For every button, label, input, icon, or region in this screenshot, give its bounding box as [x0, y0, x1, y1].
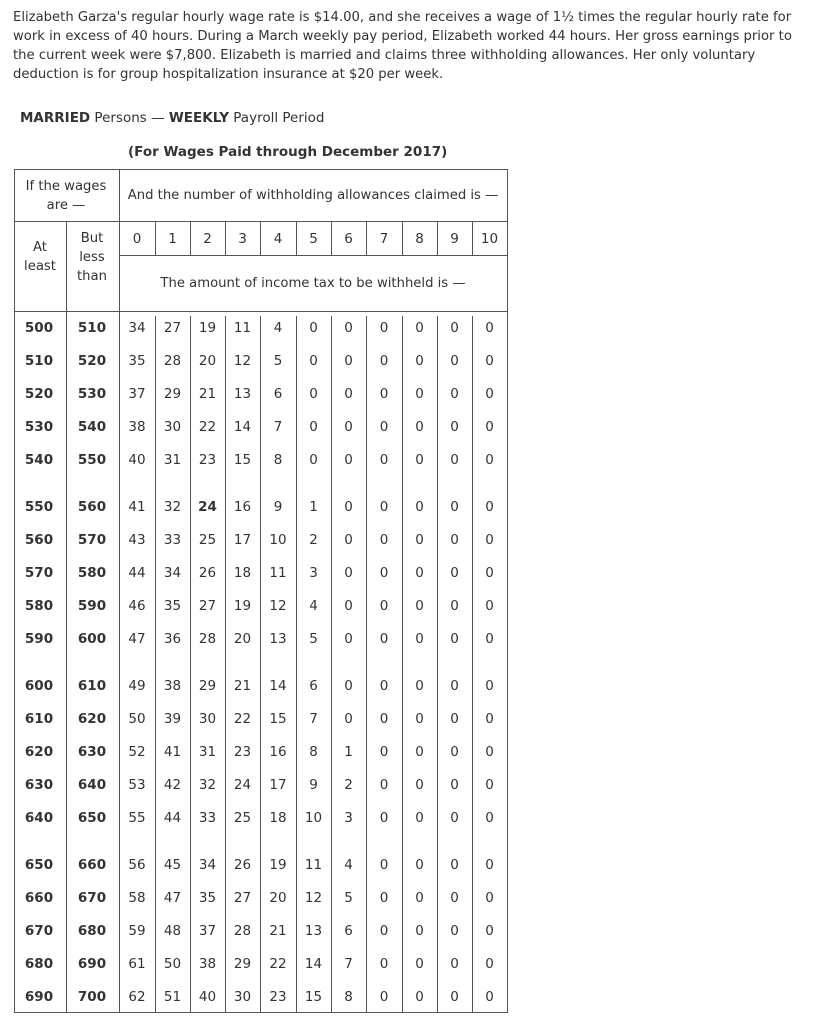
tax-value: 0	[415, 777, 424, 793]
wage-at-least: 590	[24, 631, 54, 647]
wage-less-than: 680	[77, 923, 107, 939]
tax-value: 16	[269, 744, 287, 760]
tax-value: 8	[273, 452, 283, 468]
tax-value: 0	[485, 631, 494, 647]
tax-value: 34	[128, 320, 146, 336]
tax-value: 11	[233, 320, 252, 336]
tax-value: 0	[309, 386, 318, 402]
wage-column-divider	[66, 221, 67, 1012]
tax-value: 50	[128, 711, 146, 727]
tax-value: 0	[450, 452, 459, 468]
tax-value: 0	[485, 777, 494, 793]
tax-value: 21	[269, 923, 287, 939]
wage-at-least: 660	[24, 890, 54, 906]
tax-value: 0	[344, 631, 353, 647]
tax-value: 0	[415, 631, 424, 647]
tax-value: 0	[379, 777, 389, 793]
tax-value: 0	[485, 565, 494, 581]
wage-less-than: 520	[77, 353, 107, 369]
wage-at-least: 680	[24, 956, 54, 972]
wage-at-least: 570	[24, 565, 54, 581]
tax-value: 35	[163, 598, 182, 614]
tax-value: 6	[273, 386, 283, 402]
wage-less-than: 570	[77, 532, 107, 548]
heading-weekly: WEEKLY	[168, 110, 229, 126]
tax-value: 23	[198, 452, 217, 468]
table-top-border	[14, 169, 508, 170]
tax-value: 7	[273, 419, 283, 435]
wage-less-than: 510	[77, 320, 107, 336]
tax-value: 0	[485, 598, 494, 614]
tax-value: 0	[485, 711, 494, 727]
wage-at-least: 620	[24, 744, 54, 760]
tax-value: 16	[233, 499, 252, 515]
wage-at-least: 670	[24, 923, 54, 939]
tax-value: 0	[450, 890, 459, 906]
wage-less-than: 600	[77, 631, 107, 647]
wage-at-least: 540	[24, 452, 54, 468]
tax-value: 12	[304, 890, 323, 906]
tax-value: 3	[344, 810, 353, 826]
tax-value: 0	[485, 744, 494, 760]
tax-value: 9	[273, 499, 283, 515]
tax-value: 0	[379, 923, 389, 939]
tax-value: 30	[163, 419, 182, 435]
tax-value: 52	[128, 744, 146, 760]
tax-value: 46	[128, 598, 146, 614]
tax-value: 14	[233, 419, 252, 435]
tax-value: 0	[379, 711, 389, 727]
tax-value: 0	[344, 598, 353, 614]
tax-value: 22	[233, 711, 252, 727]
tax-value: 0	[344, 320, 353, 336]
tax-value: 0	[379, 452, 389, 468]
tax-value: 43	[128, 532, 146, 548]
wage-less-than: 660	[77, 857, 107, 873]
allowance-number: 10	[480, 231, 499, 247]
heading-period: Payroll Period	[228, 110, 325, 126]
tax-value: 47	[163, 890, 182, 906]
tax-value: 0	[344, 565, 353, 581]
tax-value: 0	[415, 890, 424, 906]
tax-value: 0	[415, 598, 424, 614]
wage-less-than: 700	[77, 989, 107, 1005]
tax-value: 1	[344, 744, 353, 760]
tax-value: 0	[379, 810, 389, 826]
tax-value: 0	[450, 678, 459, 694]
tax-value: 0	[379, 989, 389, 1005]
tax-value: 0	[450, 386, 459, 402]
tax-value: 0	[415, 956, 424, 972]
tax-value: 18	[269, 810, 287, 826]
tax-value: 0	[485, 810, 494, 826]
tax-value: 0	[379, 744, 389, 760]
tax-value: 0	[415, 923, 424, 939]
tax-value: 28	[198, 631, 217, 647]
tax-value: 23	[233, 744, 252, 760]
tax-value: 35	[198, 890, 217, 906]
tax-value: 0	[450, 320, 459, 336]
allowance-number: 2	[203, 231, 212, 247]
tax-value: 2	[309, 532, 318, 548]
tax-value: 29	[233, 956, 252, 972]
wage-less-than: 560	[77, 499, 107, 515]
tax-value: 0	[450, 810, 459, 826]
tax-value: 30	[233, 989, 252, 1005]
but-less-than-label: But less than	[77, 231, 107, 284]
wage-at-least: 530	[24, 419, 54, 435]
wage-at-least: 690	[24, 989, 54, 1005]
tax-value: 20	[198, 353, 217, 369]
tax-value: 0	[415, 320, 424, 336]
tax-value: 0	[450, 499, 459, 515]
tax-value: 0	[485, 353, 494, 369]
tax-value: 0	[309, 353, 318, 369]
tax-value: 59	[128, 923, 146, 939]
tax-value: 7	[309, 711, 318, 727]
tax-value: 0	[485, 452, 494, 468]
tax-value: 0	[415, 499, 424, 515]
tax-value: 12	[269, 598, 287, 614]
tax-value: 0	[379, 499, 389, 515]
wage-at-least: 560	[24, 532, 54, 548]
tax-value: 0	[379, 956, 389, 972]
tax-value: 20	[269, 890, 287, 906]
tax-value: 24	[233, 777, 252, 793]
tax-value: 37	[198, 923, 217, 939]
wage-at-least: 610	[24, 711, 54, 727]
tax-value: 0	[450, 711, 459, 727]
tax-value: 61	[128, 956, 146, 972]
wage-at-least: 580	[24, 598, 54, 614]
tax-value: 14	[304, 956, 323, 972]
tax-value: 0	[415, 678, 424, 694]
wage-at-least: 550	[24, 499, 54, 515]
wage-less-than: 590	[77, 598, 107, 614]
tax-value: 32	[163, 499, 182, 515]
tax-value: 0	[485, 857, 494, 873]
tax-value: 38	[128, 419, 146, 435]
allowance-number: 1	[168, 231, 177, 247]
tax-value: 0	[485, 499, 494, 515]
tax-value: 17	[233, 532, 252, 548]
wage-at-least: 650	[24, 857, 54, 873]
tax-value: 0	[450, 419, 459, 435]
tax-value: 38	[163, 678, 182, 694]
tax-value: 40	[128, 452, 146, 468]
tax-value: 24	[198, 499, 217, 515]
tax-value: 39	[163, 711, 182, 727]
tax-value: 0	[415, 857, 424, 873]
tax-value: 56	[128, 857, 146, 873]
allowance-number: 5	[309, 231, 318, 247]
allowance-number: 4	[273, 231, 283, 247]
allowance-number: 8	[415, 231, 424, 247]
tax-value: 0	[415, 419, 424, 435]
tax-value: 0	[415, 452, 424, 468]
tax-value: 6	[344, 923, 353, 939]
tax-value: 31	[198, 744, 217, 760]
tax-value: 32	[198, 777, 217, 793]
tax-value: 0	[485, 532, 494, 548]
wage-allowance-divider	[119, 169, 120, 1012]
table-subheading: (For Wages Paid through December 2017)	[128, 144, 448, 160]
tax-value: 11	[269, 565, 287, 581]
tax-value: 2	[344, 777, 353, 793]
tax-value: 0	[415, 386, 424, 402]
wage-less-than: 550	[77, 452, 107, 468]
tax-value: 19	[198, 320, 217, 336]
tax-value: 53	[128, 777, 146, 793]
tax-value: 0	[485, 320, 494, 336]
tax-value: 0	[344, 711, 353, 727]
tax-value: 8	[344, 989, 353, 1005]
tax-value: 0	[485, 386, 494, 402]
tax-value: 0	[485, 890, 494, 906]
tax-value: 0	[309, 320, 318, 336]
tax-value: 42	[163, 777, 182, 793]
tax-value: 0	[379, 598, 389, 614]
tax-value: 0	[415, 744, 424, 760]
tax-value: 0	[379, 419, 389, 435]
tax-value: 0	[415, 532, 424, 548]
allowance-number: 6	[344, 231, 353, 247]
tax-value: 41	[163, 744, 182, 760]
tax-value: 0	[415, 353, 424, 369]
heading-persons: Persons —	[90, 110, 169, 126]
tax-value: 0	[450, 631, 459, 647]
wage-at-least: 510	[24, 353, 54, 369]
tax-value: 20	[233, 631, 252, 647]
tax-value: 51	[163, 989, 182, 1005]
wage-less-than: 530	[77, 386, 107, 402]
wage-less-than: 670	[77, 890, 107, 906]
tax-value: 38	[198, 956, 217, 972]
tax-value: 0	[450, 923, 459, 939]
tax-value: 12	[233, 353, 252, 369]
tax-value: 30	[198, 711, 217, 727]
tax-value: 50	[163, 956, 182, 972]
wage-less-than: 540	[77, 419, 107, 435]
tax-value: 1	[309, 499, 318, 515]
tax-value: 36	[163, 631, 182, 647]
tax-value: 11	[304, 857, 323, 873]
tax-value: 0	[344, 532, 353, 548]
tax-value: 0	[450, 598, 459, 614]
wage-at-least: 640	[24, 810, 54, 826]
tax-value: 0	[344, 386, 353, 402]
tax-value: 0	[485, 923, 494, 939]
tax-value: 0	[450, 353, 459, 369]
tax-value: 6	[309, 678, 318, 694]
tax-value: 28	[233, 923, 252, 939]
at-least-label: At least	[24, 240, 56, 274]
tax-value: 0	[344, 678, 353, 694]
tax-value: 19	[269, 857, 287, 873]
tax-value: 5	[344, 890, 353, 906]
wage-less-than: 620	[77, 711, 107, 727]
tax-value: 0	[344, 419, 353, 435]
allowance-number: 7	[379, 231, 389, 247]
tax-value: 25	[198, 532, 217, 548]
tax-value: 13	[269, 631, 287, 647]
tax-value: 37	[128, 386, 146, 402]
tax-value: 34	[163, 565, 182, 581]
tax-value: 0	[450, 777, 459, 793]
header-divider-2	[14, 311, 508, 312]
tax-value: 48	[163, 923, 182, 939]
tax-value: 33	[163, 532, 182, 548]
tax-value: 0	[415, 711, 424, 727]
tax-value: 22	[198, 419, 217, 435]
tax-value: 10	[304, 810, 323, 826]
tax-value: 0	[485, 419, 494, 435]
wage-less-than: 610	[77, 678, 107, 694]
tax-value: 0	[450, 532, 459, 548]
tax-value: 17	[269, 777, 287, 793]
tax-value: 25	[233, 810, 252, 826]
table-right-border	[507, 169, 508, 1012]
tax-value: 26	[198, 565, 217, 581]
tax-value: 0	[485, 678, 494, 694]
tax-value: 22	[269, 956, 287, 972]
tax-value: 0	[450, 989, 459, 1005]
tax-value: 27	[198, 598, 217, 614]
tax-value: 44	[163, 810, 182, 826]
tax-value: 15	[233, 452, 252, 468]
tax-value: 3	[309, 565, 318, 581]
tax-value: 29	[198, 678, 217, 694]
tax-value: 33	[198, 810, 217, 826]
tax-value: 27	[163, 320, 182, 336]
header-divider-1	[14, 221, 508, 222]
tax-value: 21	[233, 678, 252, 694]
tax-value: 28	[163, 353, 182, 369]
table-heading	[20, 110, 324, 126]
tax-value: 0	[344, 452, 353, 468]
tax-value: 0	[344, 353, 353, 369]
wage-at-least: 600	[24, 678, 54, 694]
tax-value: 0	[450, 956, 459, 972]
allowance-number: 0	[132, 231, 142, 247]
tax-value: 0	[485, 989, 494, 1005]
tax-value: 0	[415, 989, 424, 1005]
tax-value: 0	[415, 565, 424, 581]
wage-at-least: 630	[24, 777, 54, 793]
tax-value: 62	[128, 989, 146, 1005]
tax-value: 0	[379, 565, 389, 581]
tax-value: 21	[198, 386, 217, 402]
tax-value: 5	[273, 353, 283, 369]
tax-value: 0	[379, 631, 389, 647]
allowance-number-divider	[119, 255, 508, 256]
tax-value: 29	[163, 386, 182, 402]
tax-value: 8	[309, 744, 318, 760]
tax-value: 13	[304, 923, 323, 939]
amount-caption: The amount of income tax to be withheld is —	[160, 276, 466, 291]
tax-value: 0	[379, 353, 389, 369]
wage-at-least: 520	[24, 386, 54, 402]
tax-value: 0	[379, 386, 389, 402]
tax-value: 0	[415, 810, 424, 826]
tax-value: 4	[273, 320, 283, 336]
tax-value: 13	[233, 386, 252, 402]
tax-value: 0	[485, 956, 494, 972]
tax-value: 58	[128, 890, 146, 906]
tax-value: 4	[344, 857, 353, 873]
tax-value: 0	[379, 678, 389, 694]
allowance-number: 3	[238, 231, 247, 247]
tax-value: 34	[198, 857, 217, 873]
tax-value: 7	[344, 956, 353, 972]
tax-value: 18	[233, 565, 252, 581]
tax-value: 0	[450, 565, 459, 581]
tax-value: 45	[163, 857, 182, 873]
tax-value: 55	[128, 810, 146, 826]
wage-at-least: 500	[24, 320, 54, 336]
tax-value: 15	[304, 989, 323, 1005]
wage-less-than: 640	[77, 777, 107, 793]
allowances-caption: And the number of withholding allowances claimed is —	[127, 188, 499, 203]
tax-value: 4	[309, 598, 318, 614]
problem-text: Elizabeth Garza's regular hourly wage rate is $14.00, and she receives a wage of 1½ times the regular hourly rate for work in excess of 40 hours. During a March weekly pay period, Elizabeth worked 44 hours. Her gross earnings prior to the current week were $7,800. Elizabeth is married and claims three withholding allowances. Her only voluntary deduction is for group hospitalization insurance at $20 per week.	[13, 10, 792, 82]
tax-value: 0	[450, 744, 459, 760]
tax-value: 0	[379, 890, 389, 906]
tax-value: 23	[269, 989, 287, 1005]
table-bottom-border	[14, 1012, 508, 1013]
wage-less-than: 580	[77, 565, 107, 581]
tax-value: 0	[379, 857, 389, 873]
tax-value: 27	[233, 890, 252, 906]
allowance-number: 9	[450, 231, 459, 247]
tax-value: 40	[198, 989, 217, 1005]
heading-married: MARRIED	[20, 110, 91, 126]
tax-value: 35	[128, 353, 146, 369]
tax-value: 19	[233, 598, 252, 614]
tax-value: 44	[128, 565, 146, 581]
tax-value: 26	[233, 857, 252, 873]
tax-value: 31	[163, 452, 182, 468]
wage-less-than: 650	[77, 810, 107, 826]
tax-value: 5	[309, 631, 318, 647]
wage-less-than: 630	[77, 744, 107, 760]
tax-value: 49	[128, 678, 146, 694]
tax-value: 14	[269, 678, 287, 694]
tax-value: 10	[269, 532, 287, 548]
tax-value: 9	[309, 777, 318, 793]
tax-value: 0	[379, 532, 389, 548]
tax-value: 0	[450, 857, 459, 873]
tax-value: 41	[128, 499, 146, 515]
tax-value: 0	[344, 499, 353, 515]
tax-value: 0	[309, 452, 318, 468]
if-wages-label: If the wages are —	[25, 179, 107, 213]
tax-value: 0	[309, 419, 318, 435]
tax-value: 47	[128, 631, 146, 647]
wage-less-than: 690	[77, 956, 107, 972]
tax-value: 0	[379, 320, 389, 336]
table-left-border	[14, 169, 15, 1012]
tax-value: 15	[269, 711, 287, 727]
